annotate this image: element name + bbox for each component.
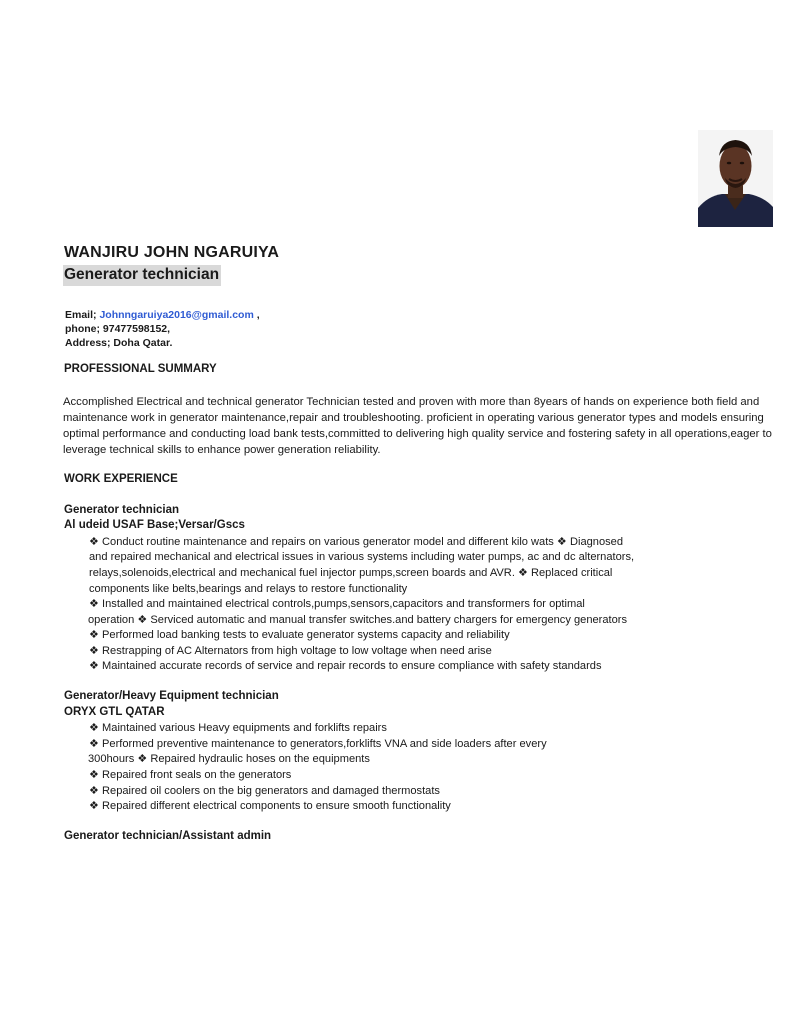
job2-line: ❖ Repaired front seals on the generators bbox=[89, 769, 292, 781]
job2-line: ❖ Maintained various Heavy equipments and forklifts repairs bbox=[89, 722, 387, 734]
job1-line: ❖ Restrapping of AC Alternators from high voltage to low voltage when need arise bbox=[89, 645, 492, 657]
job1-line: ❖ Performed load banking tests to evaluate generator systems capacity and reliability bbox=[89, 629, 510, 641]
job2-line: 300hours ❖ Repaired hydraulic hoses on the equipments bbox=[88, 753, 370, 765]
job1-line: ❖ Maintained accurate records of service and repair records to ensure compliance with safety standards bbox=[89, 660, 602, 672]
address-line: Address; Doha Qatar. bbox=[65, 337, 173, 349]
summary-heading: PROFESSIONAL SUMMARY bbox=[64, 363, 217, 375]
job1-line: operation ❖ Serviced automatic and manual transfer switches.and battery chargers for emergency generators bbox=[88, 614, 628, 626]
job3-title: Generator technician/Assistant admin bbox=[64, 830, 272, 842]
contact-block bbox=[65, 308, 260, 350]
job1-line: and repaired mechanical and electrical issues in various systems including water pumps, ac and dc alternators, bbox=[89, 551, 635, 563]
phone-line: phone; 97477598152, bbox=[65, 323, 171, 335]
profile-photo bbox=[698, 130, 773, 227]
job2-line: ❖ Repaired oil coolers on the big generators and damaged thermostats bbox=[89, 785, 440, 797]
job1-company: Al udeid USAF Base;Versar/Gscs bbox=[64, 519, 245, 531]
job1-line: ❖ Installed and maintained electrical controls,pumps,sensors,capacitors and transformers for optimal bbox=[89, 598, 585, 610]
experience-heading: WORK EXPERIENCE bbox=[64, 473, 178, 485]
job2-title: Generator/Heavy Equipment technician bbox=[64, 690, 279, 702]
candidate-name: WANJIRU JOHN NGARUIYA bbox=[64, 244, 280, 261]
email-label: Email; bbox=[65, 309, 100, 321]
summary-text: Accomplished Electrical and technical generator Technician tested and proven with more than 8years of hands on experience both field and maintenance work in generator maintenance,repair and troubleshooting. proficient in operating various generator types and models ensuring optimal performance and conducting load bank tests,committed to delivering high quality service and fostering safety in all operations,eager to leverage technical skills to enhance power generation reliability. bbox=[63, 396, 772, 456]
candidate-role: Generator technician bbox=[63, 265, 221, 286]
email-link[interactable]: Johnngaruiya2016@gmail.com bbox=[99, 309, 254, 321]
job2-line: ❖ Repaired different electrical components to ensure smooth functionality bbox=[89, 800, 451, 812]
email-line bbox=[65, 308, 260, 322]
email-suffix: , bbox=[253, 309, 260, 321]
job1-title: Generator technician bbox=[64, 504, 180, 516]
job1-line: relays,solenoids,electrical and mechanical fuel injector pumps,screen boards and AVR. ❖ Replaced critical bbox=[89, 567, 613, 579]
job1-line: components like belts,bearings and relays to restore functionality bbox=[89, 583, 408, 595]
job2-company: ORYX GTL QATAR bbox=[64, 706, 165, 718]
job1-line: ❖ Conduct routine maintenance and repairs on various generator model and different kilo wats ❖ Diagnosed bbox=[89, 536, 624, 548]
job2-line: ❖ Performed preventive maintenance to generators,forklifts VNA and side loaders after every bbox=[89, 738, 547, 750]
